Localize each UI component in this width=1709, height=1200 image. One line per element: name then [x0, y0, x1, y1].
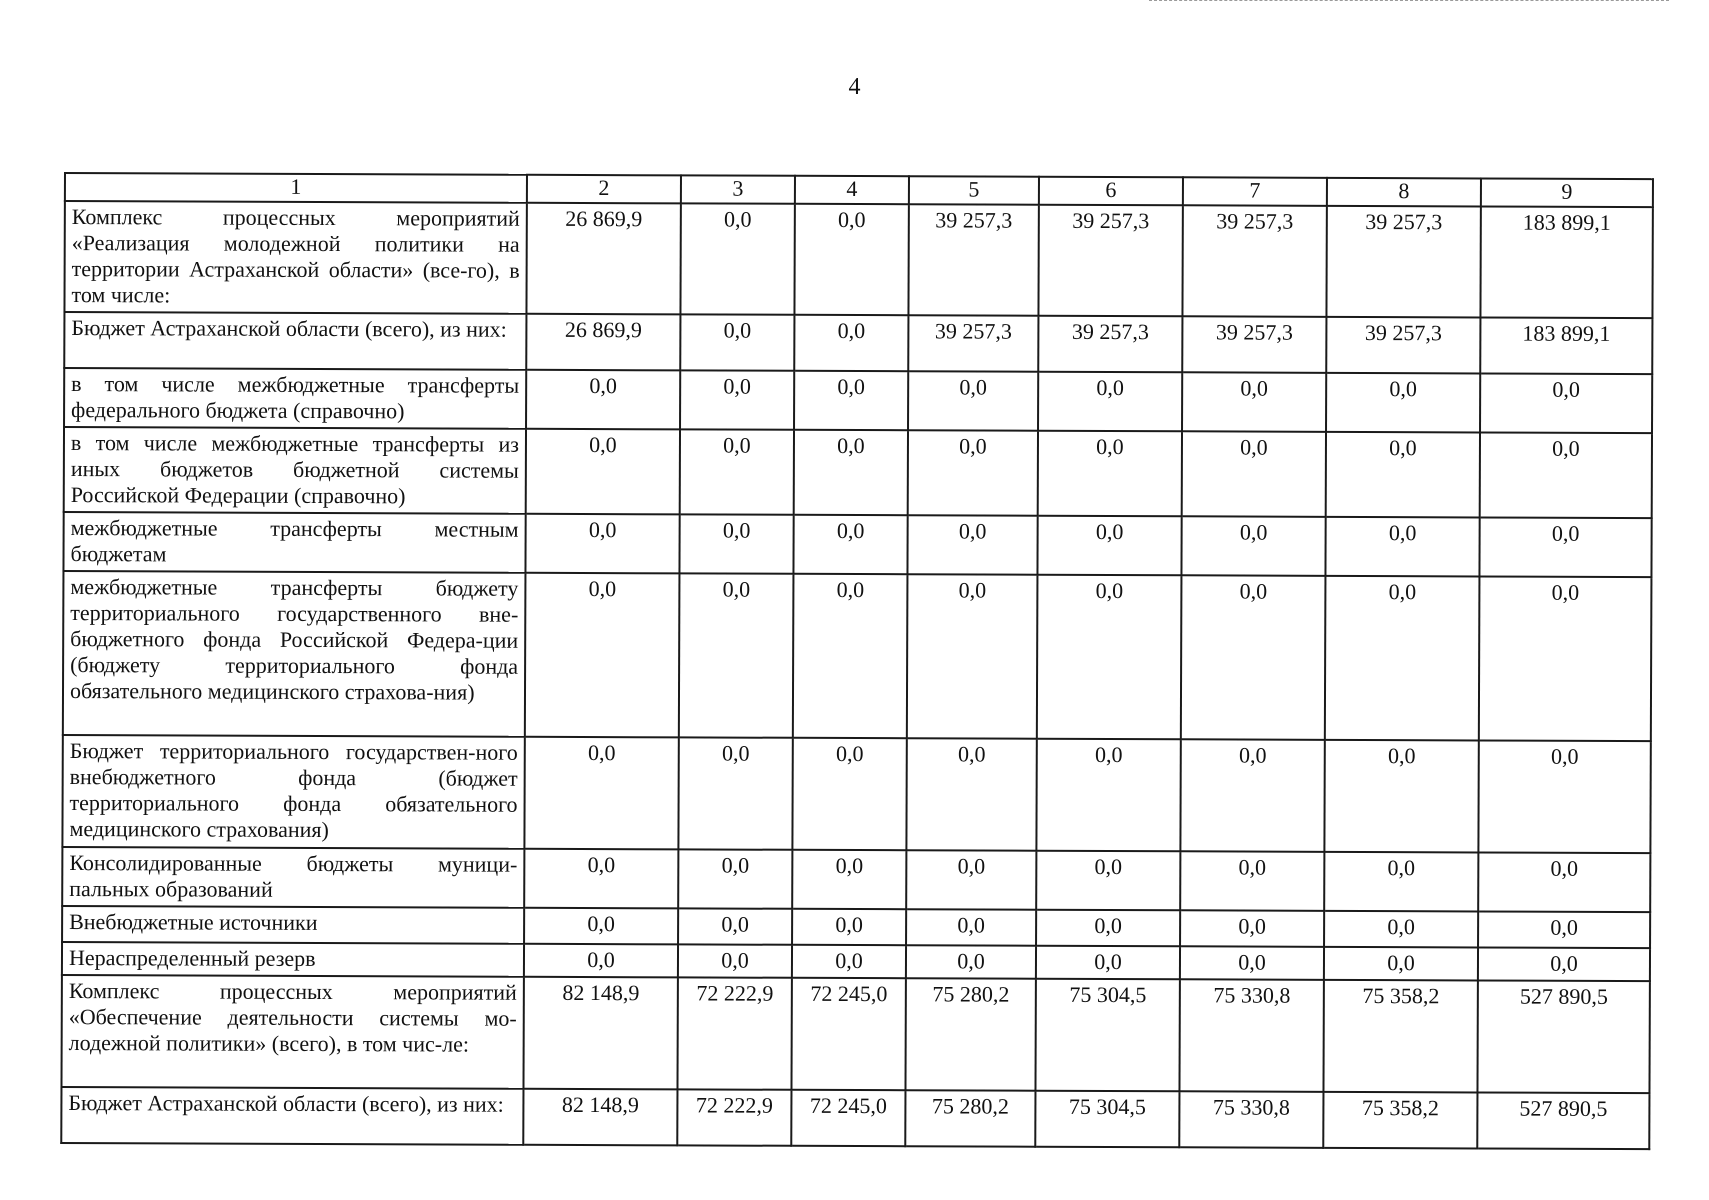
table-cell: 0,0 [1324, 740, 1478, 853]
table-row [64, 368, 1652, 433]
table-cell: 0,0 [1324, 947, 1478, 981]
page-number: 4 [848, 74, 861, 100]
table-row [61, 975, 1649, 1093]
table-cell: 39 257,3 [908, 315, 1038, 371]
table-cell: 39 257,3 [1326, 317, 1480, 374]
table-cell: 0,0 [679, 573, 794, 737]
table-cell: 183 899,1 [1480, 206, 1652, 318]
table-cell: 75 304,5 [1035, 1091, 1179, 1148]
table-cell: 82 148,9 [523, 1089, 677, 1146]
table-cell: 0,0 [908, 430, 1038, 515]
table-cell: 527 890,5 [1477, 1092, 1649, 1149]
table-cell: 0,0 [794, 430, 908, 515]
column-header: 8 [1327, 178, 1481, 207]
table-cell: 0,0 [1180, 851, 1324, 911]
column-header: 9 [1481, 178, 1653, 207]
column-header: 4 [795, 176, 909, 204]
row-label: Бюджет территориального государствен-ного внебюджетного фонда (бюджет территориального фонда обязательного медицинского страхования) [62, 735, 524, 849]
table-cell: 0,0 [1037, 516, 1181, 576]
table-cell: 0,0 [679, 514, 793, 573]
table-cell: 0,0 [906, 850, 1036, 909]
table-cell: 0,0 [906, 909, 1036, 945]
table-cell: 0,0 [1038, 372, 1182, 432]
table-cell: 0,0 [1182, 431, 1326, 517]
table-cell: 39 257,3 [1326, 206, 1480, 318]
table-row [64, 312, 1652, 374]
table-cell: 0,0 [1478, 740, 1650, 853]
row-label: межбюджетные трансферты местным бюджетам [63, 512, 525, 573]
table-cell: 527 890,5 [1477, 980, 1649, 1093]
table-cell: 0,0 [680, 203, 794, 314]
table-cell: 0,0 [792, 850, 906, 909]
table-row [64, 201, 1652, 318]
table-cell: 0,0 [680, 370, 794, 429]
table-cell: 26 869,9 [526, 203, 680, 315]
table-cell: 72 245,0 [791, 1090, 905, 1146]
table-cell: 72 245,0 [791, 978, 905, 1090]
table-cell: 0,0 [1036, 946, 1180, 980]
column-header: 1 [65, 173, 527, 203]
table-cell: 39 257,3 [1182, 205, 1326, 317]
table-cell: 0,0 [1478, 911, 1650, 948]
table-cell: 0,0 [1478, 947, 1650, 981]
table-cell: 0,0 [1180, 946, 1324, 980]
table-cell: 75 358,2 [1323, 1092, 1477, 1149]
table-row [61, 1087, 1649, 1149]
table-cell: 0,0 [1479, 576, 1652, 741]
table-cell: 39 257,3 [908, 204, 1038, 315]
table-cell: 72 222,9 [677, 1089, 791, 1145]
table-cell: 0,0 [792, 945, 906, 978]
table-cell: 26 869,9 [526, 314, 680, 371]
table-cell: 0,0 [1036, 739, 1180, 852]
row-label: Бюджет Астраханской области (всего), из них: [61, 1087, 523, 1145]
table-cell: 0,0 [794, 371, 908, 430]
table-cell: 0,0 [678, 944, 792, 977]
table-cell: 75 304,5 [1035, 979, 1179, 1092]
scan-edge-artifact [1149, 0, 1669, 3]
table-cell: 82 148,9 [523, 977, 677, 1090]
row-label: Комплекс процессных мероприятий «Обеспечение деятельности системы мо-лодежной политики» (всего), в том чис-ле: [61, 975, 523, 1089]
row-label: Консолидированные бюджеты муници-пальных образований [62, 847, 524, 908]
row-label: в том числе межбюджетные трансферты федерального бюджета (справочно) [64, 368, 526, 429]
row-label: Комплекс процессных мероприятий «Реализация молодежной политики на территории Астраханской области» (все-го), в том числе: [64, 201, 526, 314]
table-cell: 0,0 [792, 738, 906, 850]
table-cell: 0,0 [1324, 911, 1478, 948]
table-cell: 0,0 [526, 370, 680, 430]
table-cell: 0,0 [1480, 432, 1652, 518]
table-cell: 0,0 [1325, 576, 1480, 741]
table-body [61, 201, 1653, 1149]
budget-table [60, 172, 1654, 1150]
table-cell: 0,0 [524, 944, 678, 978]
table-cell: 0,0 [525, 514, 679, 574]
row-label: Внебюджетные источники [62, 906, 524, 944]
table-row [62, 735, 1650, 853]
table-cell: 0,0 [524, 737, 678, 850]
table-cell: 0,0 [907, 574, 1038, 738]
table-row [62, 906, 1650, 948]
table-row [63, 512, 1651, 577]
table-cell: 75 280,2 [905, 978, 1035, 1090]
table-cell: 0,0 [1480, 373, 1652, 433]
table-cell: 0,0 [678, 849, 792, 908]
table-cell: 0,0 [793, 574, 908, 738]
table-cell: 75 280,2 [905, 1090, 1035, 1146]
table-cell: 0,0 [792, 909, 906, 945]
row-label: Бюджет Астраханской области (всего), из них: [64, 312, 526, 370]
table-cell: 75 330,8 [1179, 979, 1323, 1092]
table-cell: 0,0 [1181, 575, 1326, 740]
column-header: 5 [909, 176, 1039, 204]
table-cell: 0,0 [678, 908, 792, 944]
table-cell: 0,0 [1479, 517, 1651, 577]
table-cell: 0,0 [794, 204, 908, 315]
column-header: 3 [681, 175, 795, 203]
table-cell: 0,0 [680, 429, 794, 514]
table-cell: 0,0 [794, 315, 908, 371]
table-cell: 0,0 [1038, 431, 1182, 517]
table-cell: 0,0 [1324, 852, 1478, 912]
table-row [62, 847, 1650, 912]
table-cell: 0,0 [906, 738, 1036, 850]
table-cell: 0,0 [793, 515, 907, 574]
table-cell: 0,0 [680, 314, 794, 370]
table-cell: 0,0 [1037, 575, 1182, 740]
table-cell: 75 330,8 [1179, 1091, 1323, 1148]
column-header: 6 [1039, 177, 1183, 206]
table-row [64, 427, 1652, 518]
table-cell: 0,0 [1325, 517, 1479, 577]
table-cell: 0,0 [1036, 851, 1180, 911]
table-cell: 0,0 [525, 573, 680, 738]
table-cell: 39 257,3 [1182, 316, 1326, 373]
table-cell: 0,0 [1181, 516, 1325, 576]
table-cell: 0,0 [524, 908, 678, 945]
table-cell: 0,0 [1182, 372, 1326, 432]
table-cell: 39 257,3 [1038, 205, 1182, 317]
table-row [63, 571, 1652, 741]
table-cell: 0,0 [908, 371, 1038, 430]
table-cell: 0,0 [1326, 373, 1480, 433]
row-label: Нераспределенный резерв [62, 942, 524, 977]
table-cell: 0,0 [678, 737, 792, 849]
table-cell: 0,0 [526, 429, 680, 515]
row-label: в том числе межбюджетные трансферты из иных бюджетов бюджетной системы Российской Федерации (справочно) [64, 427, 526, 514]
table-cell: 0,0 [1478, 852, 1650, 912]
table-cell: 39 257,3 [1038, 316, 1182, 373]
column-header: 7 [1183, 177, 1327, 206]
table-cell: 72 222,9 [677, 977, 791, 1089]
table-cell: 0,0 [1180, 739, 1324, 852]
table-cell: 0,0 [1180, 910, 1324, 947]
table-cell: 0,0 [906, 945, 1036, 978]
table-cell: 0,0 [524, 849, 678, 909]
table-cell: 183 899,1 [1480, 317, 1652, 374]
row-label: межбюджетные трансферты бюджету территориального государственного вне-бюджетного фонда Российской Федера-ции (бюджету территориального фонда обязательного медицинского страхова-ния) [63, 571, 526, 737]
table-cell: 0,0 [1326, 432, 1480, 518]
table-cell: 0,0 [1036, 910, 1180, 947]
column-header: 2 [527, 175, 681, 204]
table-cell: 75 358,2 [1323, 980, 1477, 1093]
table-cell: 0,0 [907, 515, 1037, 574]
